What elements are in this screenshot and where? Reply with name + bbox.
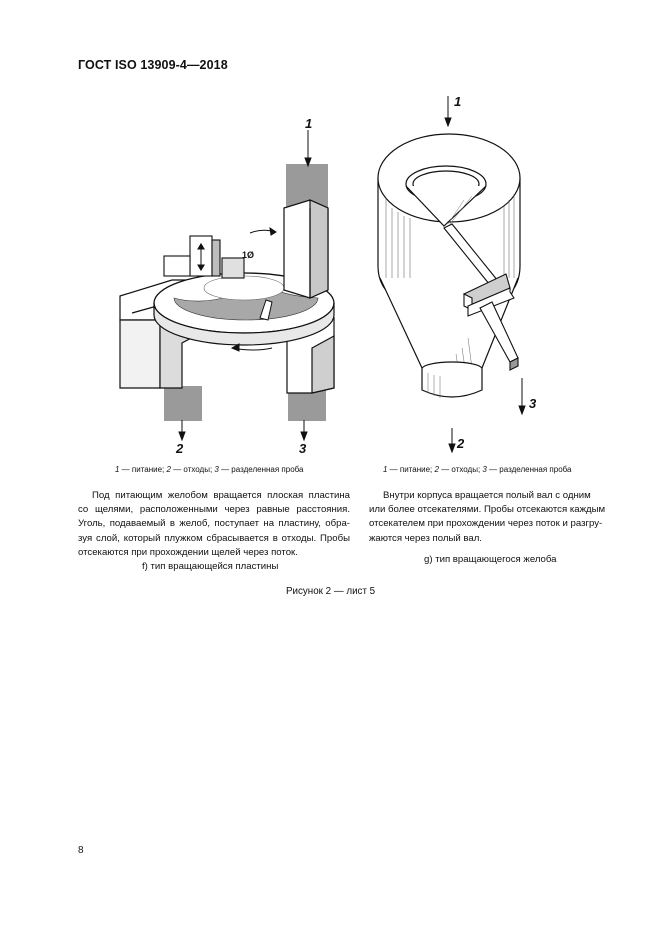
plough — [164, 236, 244, 278]
label-feed: 1 — [305, 116, 313, 131]
label-waste: 2 — [176, 441, 184, 453]
label-sample: 3 — [299, 441, 307, 453]
label-waste: 2 — [457, 436, 465, 451]
figure-f-description: Под питающим желобом вращается плоская пластина со щелями, расположенными через равные расстояния. Уголь, подаваемый в желоб, поступает на пластину, обра- зуя слой, который плужком сбрасывается в отходы. Пробы отсекаются при прохождении щелей через поток. — [78, 490, 350, 558]
figure-g-subcaption: g) тип вращающегося желоба — [424, 554, 557, 565]
figure-g-legend: 1 — питание; 2 — отходы; 3 — разделенная проба — [383, 465, 572, 474]
figure-f-rotating-plate-drawing — [112, 108, 352, 453]
figure-g-description: Внутри корпуса вращается полый вал с одним или более отсекателями. Пробы отсекаются каждым отсекателем при прохождении через поток и разгру- жаются через полый вал. — [369, 490, 606, 544]
feed-chute — [284, 200, 328, 298]
figure-f-legend: 1 — питание; 2 — отходы; 3 — разделенная проба — [115, 465, 304, 474]
figure-title: Рисунок 2 — лист 5 — [286, 586, 376, 597]
label-feed: 1 — [454, 94, 462, 109]
page-number: 8 — [78, 845, 84, 856]
waste-stream-bottom — [164, 386, 202, 421]
figure-g-rotating-chute-drawing — [368, 88, 558, 453]
label-sample: 3 — [529, 396, 537, 411]
document-header: ГОСТ ISO 13909-4—2018 — [78, 58, 228, 72]
svg-text:1Ø: 1Ø — [242, 250, 255, 260]
figure-f-subcaption: f) тип вращающейся пластины — [142, 561, 279, 572]
